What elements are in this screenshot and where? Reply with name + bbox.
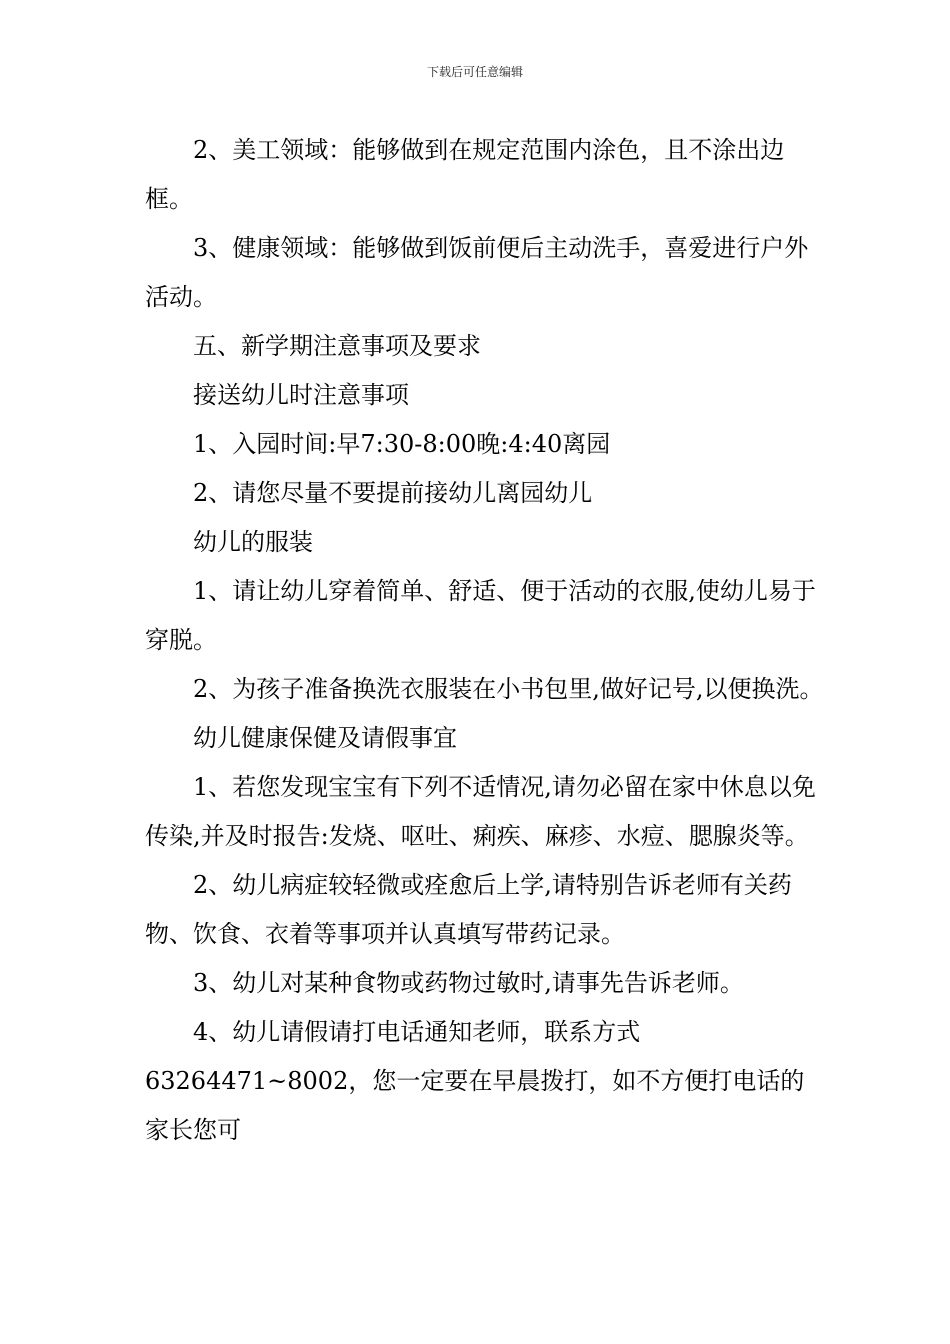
paragraph-health-3: 3、幼儿对某种食物或药物过敏时,请事先告诉老师。 bbox=[193, 969, 744, 997]
paragraph-early-pickup: 2、请您尽量不要提前接幼儿离园幼儿 bbox=[193, 479, 593, 507]
paragraph-health-4: 4、幼儿请假请打电话通知老师，联系方式63264471~8002，您一定要在早晨拨打，如不方便打电话的家长您可 bbox=[145, 1018, 805, 1144]
paragraph-health-1: 1、若您发现宝宝有下列不适情况,请勿必留在家中休息以免传染,并及时报告:发烧、呕吐、痢疾、麻疹、水痘、腮腺炎等。 bbox=[145, 773, 816, 850]
page-header: 下载后可任意编辑 bbox=[426, 65, 523, 79]
paragraph-health-2: 2、幼儿病症较轻微或痊愈后上学,请特别告诉老师有关药物、饮食、衣着等事项并认真填写带药记录。 bbox=[145, 871, 792, 948]
paragraph-arrival-time: 1、入园时间:早7:30-8:00晚:4:40离园 bbox=[193, 430, 611, 458]
subheading-pickup: 接送幼儿时注意事项 bbox=[193, 381, 409, 409]
paragraph-clothing-2: 2、为孩子准备换洗衣服装在小书包里,做好记号,以便换洗。 bbox=[193, 675, 824, 703]
section-heading-new-term: 五、新学期注意事项及要求 bbox=[193, 332, 481, 360]
subheading-health-leave: 幼儿健康保健及请假事宜 bbox=[193, 724, 457, 752]
paragraph-clothing-1: 1、请让幼儿穿着简单、舒适、便于活动的衣服,使幼儿易于穿脱。 bbox=[145, 577, 816, 654]
document-body bbox=[145, 126, 825, 1155]
paragraph-health-domain: 3、健康领域：能够做到饭前便后主动洗手，喜爱进行户外活动。 bbox=[145, 234, 809, 311]
paragraph-art-domain: 2、美工领域：能够做到在规定范围内涂色，且不涂出边框。 bbox=[145, 136, 785, 213]
subheading-clothing: 幼儿的服装 bbox=[193, 528, 313, 556]
